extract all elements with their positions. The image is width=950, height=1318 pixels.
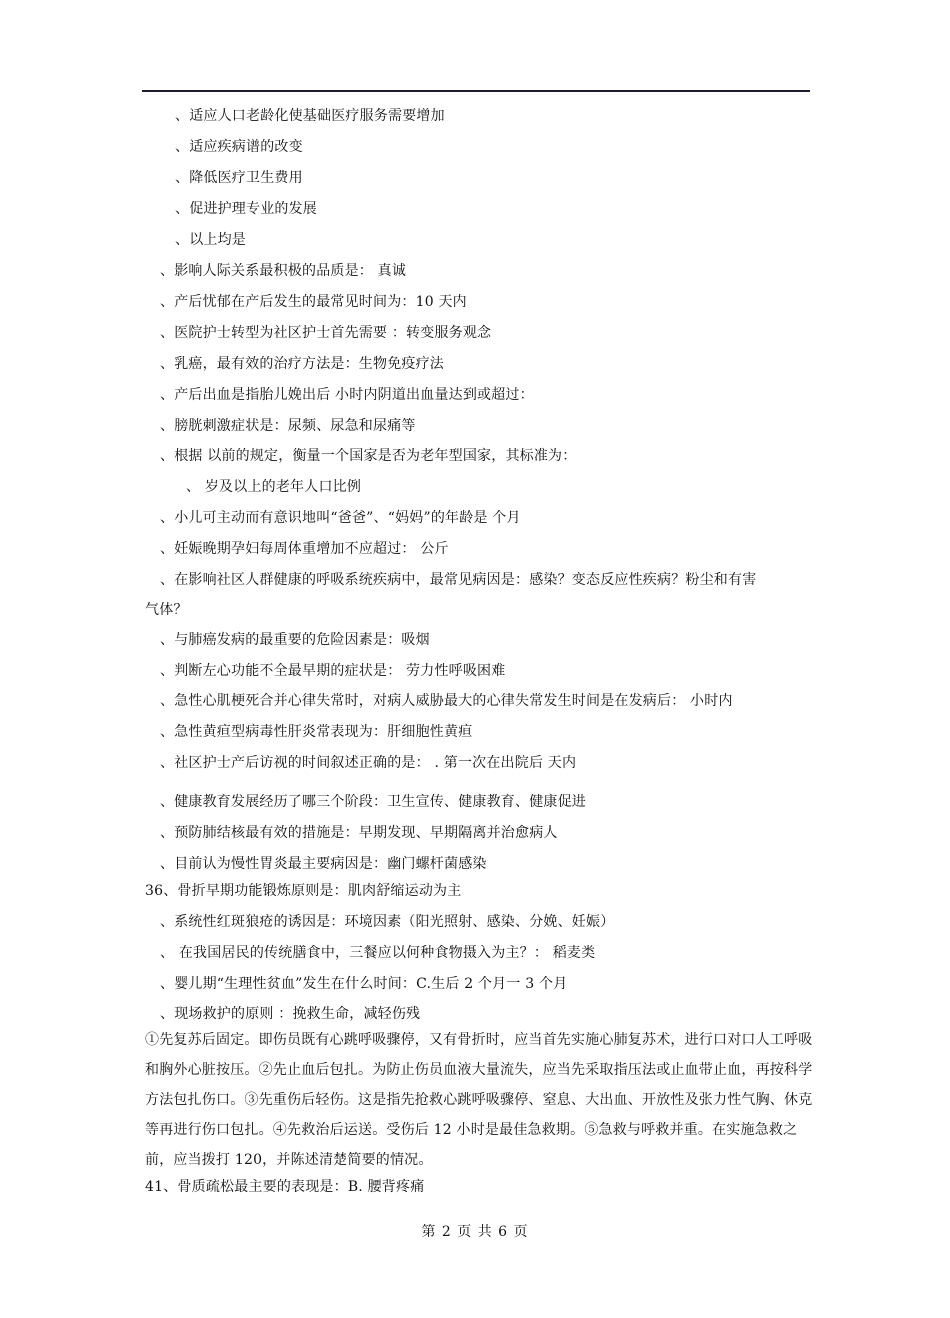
text-line: 、目前认为慢性胃炎最主要病因是：幽门螺杆菌感染 — [160, 856, 487, 872]
text-line: 、影响人际关系最积极的品质是： 真诚 — [160, 263, 407, 279]
text-line: 、乳癌，最有效的治疗方法是：生物免疫疗法 — [160, 356, 444, 372]
text-line: 41、骨质疏松最主要的表现是：B. 腰背疼痛 — [145, 1179, 425, 1195]
text-line: 、以上均是 — [175, 232, 246, 248]
text-line: 、医院护士转型为社区护士首先需要 ：转变服务观念 — [160, 325, 492, 341]
text-line: 、判断左心功能不全最早期的症状是： 劳力性呼吸困难 — [160, 663, 506, 679]
text-line: 、膀胱刺激症状是：尿频、尿急和尿痛等 — [160, 418, 416, 434]
text-line: 、降低医疗卫生费用 — [175, 170, 303, 186]
text-line: 36、骨折早期功能锻炼原则是：肌肉舒缩运动为主 — [145, 883, 462, 899]
page-footer: 第 2 页 共 6 页 — [421, 1224, 529, 1240]
text-line: 、在影响社区人群健康的呼吸系统疾病中，最常见病因是：感染？变态反应性疾病？粉尘和有害 — [160, 572, 757, 588]
text-line: 、预防肺结核最有效的措施是：早期发现、早期隔离并治愈病人 — [160, 825, 558, 841]
text-line: 、 岁及以上的老年人口比例 — [186, 479, 362, 495]
text-line: 、急性心肌梗死合并心律失常时，对病人威胁最大的心律失常发生时间是在发病后： 小时内 — [160, 693, 733, 709]
text-line: 、与肺癌发病的最重要的危险因素是：吸烟 — [160, 632, 430, 648]
text-line: 、社区护士产后访视的时间叙述正确的是： . 第一次在出院后 天内 — [160, 755, 577, 771]
text-line: 、妊娠晚期孕妇每周体重增加不应超过： 公斤 — [160, 541, 449, 557]
first-aid-paragraph: ①先复苏后固定。即伤员既有心跳呼吸骤停，又有骨折时，应当首先实施心肺复苏术，进行口对口人工呼吸和胸外心脏按压。②先止血后包扎。为防止伤员血液大量流失，应当先采取指压法或止血带止血，再按科学方法包扎伤口。③先重伤后轻伤。这是指先抢救心跳呼吸骤停、窒息、大出血、开放性及张力性气胸、休克等再进行伤口包扎。④先救治后运送。受伤后 12 小时是最佳急救期。⑤急救与呼救并重。在实施急救之前，应当拨打 120，并陈述清楚简要的情况。 — [145, 1032, 813, 1168]
text-line: 、促进护理专业的发展 — [175, 201, 317, 217]
text-line: 、产后忧郁在产后发生的最常见时间为：10 天内 — [160, 294, 467, 310]
text-line: 、急性黄疸型病毒性肝炎常表现为：肝细胞性黄疸 — [160, 724, 473, 740]
text-line: 、根据 以前的规定，衡量一个国家是否为老年型国家，其标准为： — [160, 448, 577, 464]
text-line: 、健康教育发展经历了哪三个阶段：卫生宣传、健康教育、健康促进 — [160, 794, 586, 810]
text-line: 、 在我国居民的传统膳食中，三餐应以何种食物摄入为主？： 稻麦类 — [160, 945, 596, 961]
text-line: 、系统性红斑狼疮的诱因是：环境因素（阳光照射、感染、分娩、妊娠） — [160, 914, 615, 930]
text-line: 、现场救护的原则 ：挽救生命，减轻伤残 — [160, 1006, 421, 1022]
text-line: 、小儿可主动而有意识地叫“爸爸”、“妈妈”的年龄是 个月 — [160, 510, 521, 526]
text-line: 、适应疾病谱的改变 — [175, 139, 303, 155]
text-line: 、产后出血是指胎儿娩出后 小时内阴道出血量达到或超过： — [160, 387, 534, 403]
text-line: 气体？ — [145, 602, 188, 618]
text-line: 、适应人口老龄化使基础医疗服务需要增加 — [175, 108, 445, 124]
text-line: 、婴儿期“生理性贫血”发生在什么时间：C.生后 2 个月一 3 个月 — [160, 976, 568, 992]
header-rule — [142, 90, 810, 92]
